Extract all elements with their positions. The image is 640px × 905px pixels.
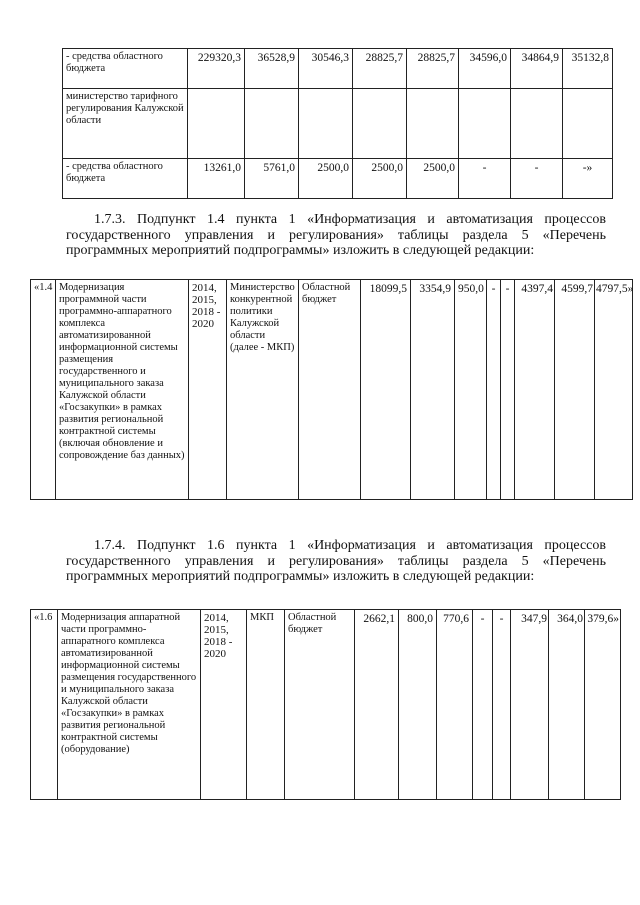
- cell: 2662,1: [355, 610, 399, 800]
- program-table-1-4: [30, 279, 633, 500]
- cell: 347,9: [511, 610, 549, 800]
- row-label: - средства областного бюджета: [63, 159, 188, 199]
- cell: 364,0: [549, 610, 585, 800]
- cell: -: [459, 159, 511, 199]
- cell: 35132,8: [563, 49, 613, 89]
- cell: 28825,7: [353, 49, 407, 89]
- cell: 18099,5: [361, 280, 411, 500]
- cell: 950,0: [455, 280, 487, 500]
- item-executor: МКП: [247, 610, 285, 800]
- cell: 4397,4: [515, 280, 555, 500]
- table-row: [63, 89, 613, 159]
- cell: -: [511, 159, 563, 199]
- item-source: Областной бюджет: [299, 280, 361, 500]
- budget-table-top: [62, 48, 613, 199]
- program-table-1-6: [30, 609, 621, 800]
- cell: 2500,0: [353, 159, 407, 199]
- item-source: Областной бюджет: [285, 610, 355, 800]
- item-name: Модернизация аппаратной части программно-аппаратного комплекса автоматизированной информационной системы размещения государственного и муниципального заказа Калужской области «Госзакупки» в рамках развития региональной контрактной системы (оборудование): [58, 610, 201, 800]
- cell: 229320,3: [188, 49, 245, 89]
- row-label: министерство тарифного регулирования Калужской области: [63, 89, 188, 159]
- cell: 379,6»: [585, 610, 621, 800]
- table-row: [63, 49, 613, 89]
- item-number: «1.4: [31, 280, 56, 500]
- cell: 2500,0: [407, 159, 459, 199]
- item-years: 2014, 2015, 2018 - 2020: [201, 610, 247, 800]
- cell: -: [501, 280, 515, 500]
- cell: -»: [563, 159, 613, 199]
- cell: 2500,0: [299, 159, 353, 199]
- cell: 800,0: [399, 610, 437, 800]
- cell: 13261,0: [188, 159, 245, 199]
- table-row: [31, 280, 633, 500]
- item-years: 2014, 2015, 2018 - 2020: [189, 280, 227, 500]
- item-number: «1.6: [31, 610, 58, 800]
- paragraph-text: 1.7.4. Подпункт 1.6 пункта 1 «Информатизация и автоматизация процессов государственного управления и регулирования» таблицы раздела 5 «Перечень программных мероприятий подпрограммы» изложить в следующей редакции:: [66, 538, 606, 584]
- cell: 3354,9: [411, 280, 455, 500]
- cell: -: [493, 610, 511, 800]
- cell: [563, 89, 613, 159]
- paragraph-1-7-4: [66, 538, 606, 585]
- item-name: Модернизация программной части программно-аппаратного комплекса автоматизированной информационной системы размещения государственного и муниципального заказа Калужской области «Госзакупки» в рамках развития региональной контрактной системы (включая обновление и сопровождение баз данных): [56, 280, 189, 500]
- paragraph-text: 1.7.3. Подпункт 1.4 пункта 1 «Информатизация и автоматизация процессов государственного управления и регулирования» таблицы раздела 5 «Перечень программных мероприятий подпрограммы» изложить в следующей редакции:: [66, 212, 606, 258]
- table-row: [63, 159, 613, 199]
- cell: [245, 89, 299, 159]
- cell: 36528,9: [245, 49, 299, 89]
- cell: 770,6: [437, 610, 473, 800]
- cell: 34864,9: [511, 49, 563, 89]
- cell: 4599,7: [555, 280, 595, 500]
- cell: [188, 89, 245, 159]
- cell: 4797,5»: [595, 280, 633, 500]
- cell: 28825,7: [407, 49, 459, 89]
- cell: 30546,3: [299, 49, 353, 89]
- cell: 5761,0: [245, 159, 299, 199]
- item-executor: Министерство конкурентной политики Калужской области (далее - МКП): [227, 280, 299, 500]
- table-row: [31, 610, 621, 800]
- cell: -: [487, 280, 501, 500]
- cell: [299, 89, 353, 159]
- paragraph-1-7-3: [66, 212, 606, 259]
- cell: [353, 89, 407, 159]
- cell: [407, 89, 459, 159]
- cell: -: [473, 610, 493, 800]
- cell: [459, 89, 511, 159]
- row-label: - средства областного бюджета: [63, 49, 188, 89]
- cell: 34596,0: [459, 49, 511, 89]
- cell: [511, 89, 563, 159]
